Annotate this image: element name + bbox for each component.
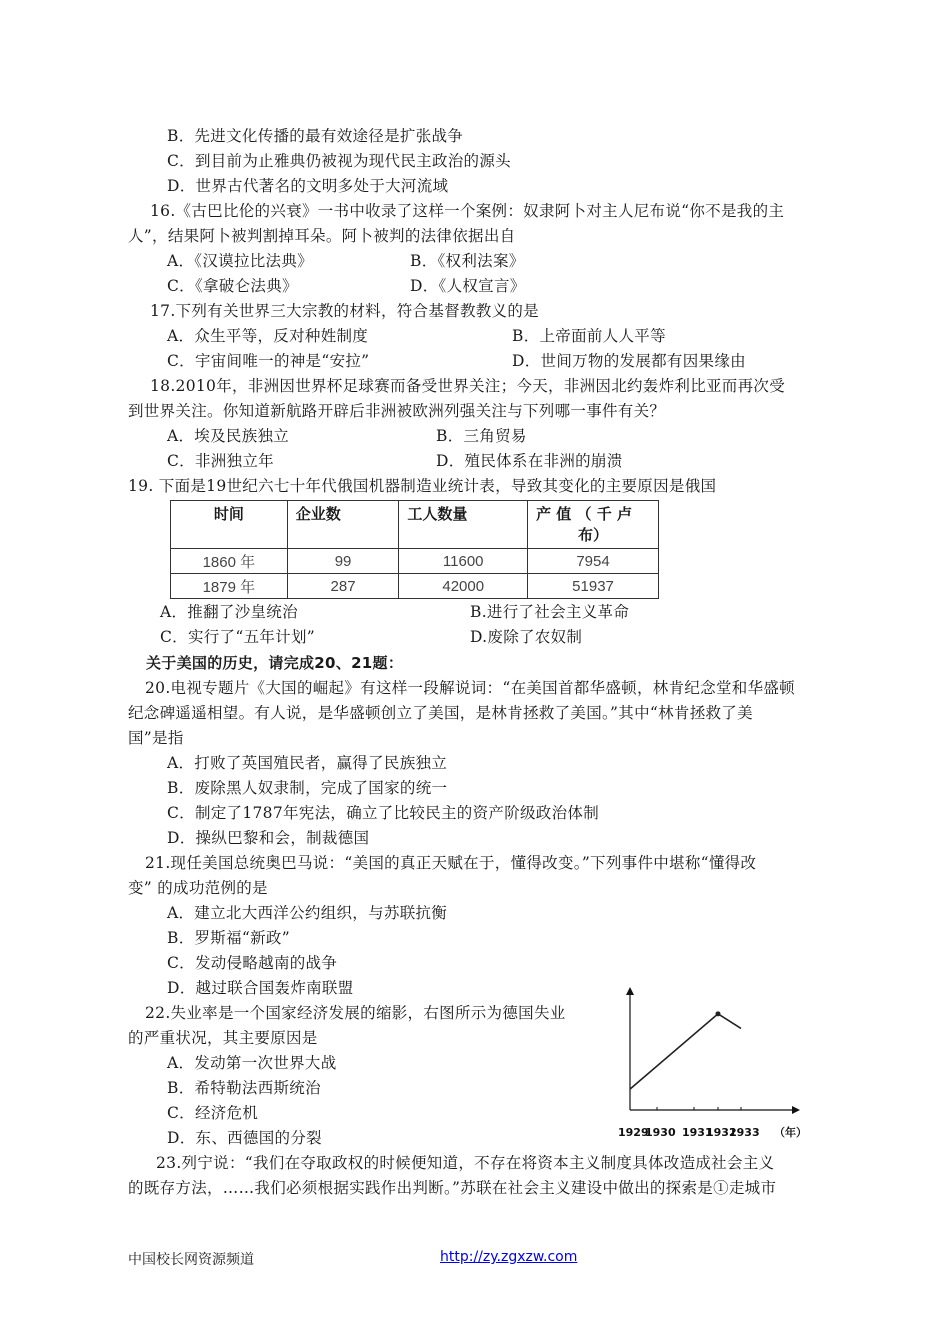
q16-stem-cont: 人”，结果阿卜被判割掉耳朵。阿卜被判的法律依据出自 xyxy=(128,227,516,245)
table-cell: 7954 xyxy=(528,549,659,574)
table-header: 企业数 xyxy=(287,501,399,549)
q18-option-d: D．殖民体系在非洲的崩溃 xyxy=(436,452,623,470)
q22-option-c: C．经济危机 xyxy=(167,1104,259,1122)
q22-option-a: A．发动第一次世界大战 xyxy=(167,1054,337,1072)
data-point xyxy=(716,1011,721,1016)
footer-link-anchor[interactable]: http://zy.zgxzw.com xyxy=(440,1249,578,1265)
table-header: 工人数量 xyxy=(399,501,528,549)
table-cell: 42000 xyxy=(399,574,528,599)
q19-option-c: C．实行了“五年计划” xyxy=(160,628,316,646)
q20-stem: 20.电视专题片《大国的崛起》有这样一段解说词：“在美国首都华盛顿，林肯纪念堂和华盛顿 xyxy=(145,679,795,697)
q18-option-c: C．非洲独立年 xyxy=(167,452,274,470)
q17-option-d: D．世间万物的发展都有因果缘由 xyxy=(512,352,746,370)
q21-option-c: C．发动侵略越南的战争 xyxy=(167,954,338,972)
x-tick-label: 1931 xyxy=(682,1126,713,1139)
q22-option-d: D．东、西德国的分裂 xyxy=(167,1129,322,1147)
table-header: 时间 xyxy=(171,501,288,549)
q21-option-a: A．建立北大西洋公约组织，与苏联抗衡 xyxy=(167,904,448,922)
x-axis-label: （年） xyxy=(774,1126,807,1139)
q16-option-a: A．《汉谟拉比法典》 xyxy=(167,252,313,270)
x-tick-label: 1933 xyxy=(729,1126,760,1139)
q15-option-b: B．先进文化传播的最有效途径是扩张战争 xyxy=(167,127,464,145)
table-header-line: 布） xyxy=(578,526,609,544)
unemployment-chart xyxy=(610,985,810,1145)
q21-option-d: D．越过联合国轰炸南联盟 xyxy=(167,979,354,997)
table-row xyxy=(171,574,659,599)
q15-option-c: C．到目前为止雅典仍被视为现代民主政治的源头 xyxy=(167,152,511,170)
q20-stem-cont: 纪念碑遥遥相望。有人说，是华盛顿创立了美国，是林肯拯救了美国。”其中“林肯拯救了美 xyxy=(128,704,753,722)
q22-stem: 22.失业率是一个国家经济发展的缩影，右图所示为德国失业 xyxy=(145,1004,566,1022)
q16-option-b: B．《权利法案》 xyxy=(410,252,525,270)
series-line xyxy=(630,1014,741,1089)
q20-stem-cont2: 国”是指 xyxy=(128,729,184,747)
q18-option-a: A．埃及民族独立 xyxy=(167,427,290,445)
x-tick-label: 1929 xyxy=(618,1126,649,1139)
q22-stem-cont: 的严重状况，其主要原因是 xyxy=(128,1029,318,1047)
table-cell: 1879 年 xyxy=(171,574,288,599)
table-row xyxy=(171,549,659,574)
q18-stem: 18.2010年，非洲因世界杯足球赛而备受世界关注；今天，非洲因北约轰炸利比亚而再次受 xyxy=(150,377,785,395)
q21-stem-cont: 变” 的成功范例的是 xyxy=(128,879,268,897)
table-cell: 11600 xyxy=(399,549,528,574)
q17-option-b: B．上帝面前人人平等 xyxy=(512,327,666,345)
table-header xyxy=(528,501,659,549)
q17-option-c: C．宇宙间唯一的神是“安拉” xyxy=(167,352,370,370)
table-cell: 1860 年 xyxy=(171,549,288,574)
section-heading: 关于美国的历史，请完成20、21题： xyxy=(146,654,404,672)
q21-stem: 21.现任美国总统奥巴马说：“美国的真正天赋在于，懂得改变。”下列事件中堪称“懂得改 xyxy=(145,854,757,872)
footer-source: 中国校长网资源频道 xyxy=(128,1252,254,1268)
y-axis-arrow xyxy=(626,987,634,995)
q15-option-d: D．世界古代著名的文明多处于大河流域 xyxy=(167,177,449,195)
q17-option-a: A．众生平等，反对种姓制度 xyxy=(167,327,369,345)
statistics-table xyxy=(170,500,659,599)
q21-option-b: B．罗斯福“新政” xyxy=(167,929,290,947)
q19-option-d: D.废除了农奴制 xyxy=(470,628,583,646)
table-header-line: 产 值 （ 千 卢 xyxy=(536,505,632,523)
q18-option-b: B．三角贸易 xyxy=(436,427,527,445)
q23-stem-cont: 的既存方法，……我们必须根据实践作出判断。”苏联在社会主义建设中做出的探索是①走城市 xyxy=(128,1179,777,1197)
x-tick-label: 1930 xyxy=(645,1126,676,1139)
q19-option-a: A．推翻了沙皇统治 xyxy=(160,603,298,621)
q16-option-d: D．《人权宣言》 xyxy=(410,277,526,295)
q23-stem: 23.列宁说：“我们在夺取政权的时候便知道，不存在将资本主义制度具体改造成社会主义 xyxy=(156,1154,775,1172)
q22-option-b: B．希特勒法西斯统治 xyxy=(167,1079,321,1097)
x-axis-arrow xyxy=(792,1106,800,1114)
q16-option-c: C．《拿破仑法典》 xyxy=(167,277,298,295)
footer-link[interactable] xyxy=(440,1249,577,1265)
q16-stem: 16.《古巴比伦的兴衰》一书中收录了这样一个案例：奴隶阿卜对主人尼布说“你不是我的主 xyxy=(150,202,785,220)
q17-stem: 17.下列有关世界三大宗教的材料，符合基督教教义的是 xyxy=(150,302,539,320)
q20-option-b: B．废除黑人奴隶制，完成了国家的统一 xyxy=(167,779,448,797)
table-cell: 99 xyxy=(287,549,399,574)
q20-option-d: D．操纵巴黎和会，制裁德国 xyxy=(167,829,370,847)
q20-option-a: A．打败了英国殖民者，赢得了民族独立 xyxy=(167,754,448,772)
x-tick-label: 1932 xyxy=(706,1126,737,1139)
q19-option-b: B.进行了社会主义革命 xyxy=(470,603,630,621)
table-cell: 51937 xyxy=(528,574,659,599)
table-cell: 287 xyxy=(287,574,399,599)
q20-option-c: C．制定了1787年宪法，确立了比较民主的资产阶级政治体制 xyxy=(167,804,600,822)
q18-stem-cont: 到世界关注。你知道新航路开辟后非洲被欧洲列强关注与下列哪一事件有关？ xyxy=(128,402,666,420)
q19-stem: 19. 下面是19世纪六七十年代俄国机器制造业统计表，导致其变化的主要原因是俄国 xyxy=(128,477,717,495)
